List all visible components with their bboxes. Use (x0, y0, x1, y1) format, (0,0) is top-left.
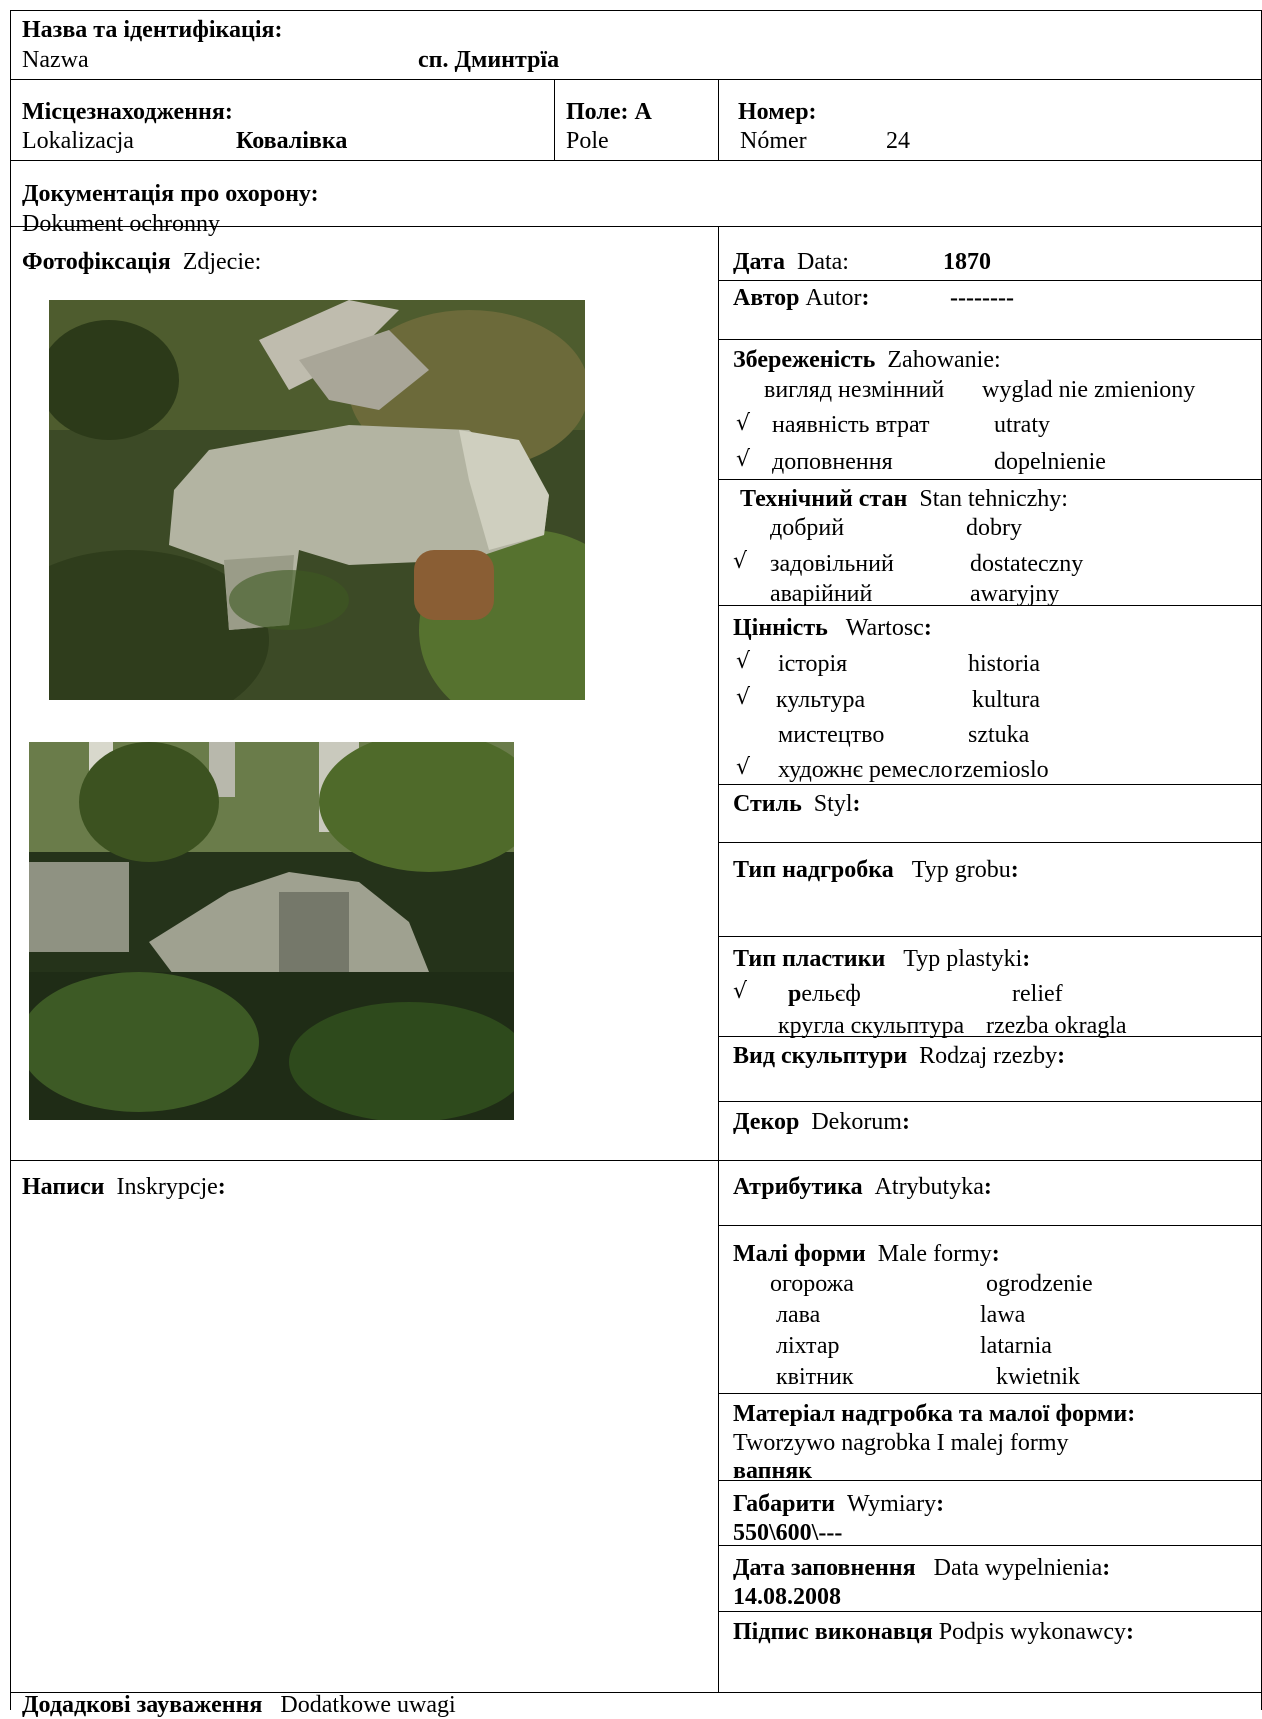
signature-heading: Підпис виконавця Podpis wykonawcy: (733, 1619, 1135, 1645)
condition-item-uk: задовільний (770, 551, 894, 577)
rule (718, 479, 1262, 480)
material-value: вапняк (733, 1458, 813, 1484)
value-item-pl: sztuka (968, 722, 1030, 748)
author-row: Автор Autor: (733, 285, 870, 311)
fill-date-value: 14.08.2008 (733, 1584, 841, 1610)
material-label: Tworzywo nagrobka I malej formy (733, 1430, 1069, 1456)
condition-item-uk: аварійний (770, 581, 873, 607)
rule (718, 79, 719, 160)
condition-heading: Технічний стан Stan tehniczhy: (740, 486, 1068, 512)
small-forms-heading: Малі форми Male formy: (733, 1241, 1000, 1267)
number-value: 24 (886, 128, 910, 154)
small-form-uk: ліхтар (776, 1333, 840, 1359)
rule (718, 784, 1262, 785)
location-label: Lokalizacja (22, 128, 134, 154)
value-item-pl: historia (968, 651, 1040, 677)
rule (718, 226, 719, 1692)
small-form-pl: ogrodzenie (986, 1271, 1093, 1297)
fill-date-heading: Дата заповнення Data wypelnienia: (733, 1555, 1111, 1581)
small-form-uk: квітник (776, 1364, 854, 1390)
rule (10, 79, 1262, 80)
preservation-item-pl: dopelnienie (994, 449, 1106, 475)
rule (718, 1611, 1262, 1612)
field-label: Pole (566, 128, 609, 154)
attributes-heading: Атрибутика Atrybutyka: (733, 1174, 992, 1200)
plastic-item-pl: rzezba okragla (986, 1013, 1127, 1039)
condition-item-uk: добрий (770, 515, 845, 541)
preservation-item-pl: utraty (994, 412, 1050, 438)
sculpture-kind-heading: Вид скульптури Rodzaj rzezby: (733, 1043, 1066, 1069)
preservation-item-pl: wyglad nie zmieniony (982, 377, 1196, 403)
value-item-pl: kultura (972, 687, 1040, 713)
condition-item-pl: awaryjny (970, 581, 1060, 607)
photo-fallen-cross (49, 300, 585, 700)
number-heading: Номер: (738, 99, 817, 125)
plastic-type-heading: Тип пластики Typ plastyki: (733, 946, 1031, 972)
rule (10, 160, 1262, 161)
dimensions-value: 550\600\--- (733, 1520, 843, 1546)
value-item-uk: художнє ремесло (778, 757, 953, 783)
rule (10, 1160, 1262, 1161)
inscriptions-heading: Написи Inskrypcje: (22, 1174, 226, 1200)
condition-item-pl: dobry (966, 515, 1022, 541)
small-form-uk: огорожа (770, 1271, 854, 1297)
rule (718, 280, 1262, 281)
material-heading: Матеріал надгробка та малої форми: (733, 1401, 1136, 1427)
identification-name: сп. Дминтрїа (418, 47, 560, 73)
author-value: -------- (950, 285, 1014, 311)
preservation-item-uk: доповнення (772, 449, 893, 475)
tomb-type-heading: Тип надгробка Typ grobu: (733, 857, 1019, 883)
plastic-item-uk: кругла скульптура (778, 1013, 965, 1039)
plastic-item-uk: рельєф (788, 981, 861, 1007)
preservation-item-uk: наявність втрат (772, 412, 930, 438)
identification-label: Nazwa (22, 47, 89, 73)
small-form-pl: kwietnik (996, 1364, 1080, 1390)
decor-heading: Декор Dekorum: (733, 1109, 910, 1135)
number-label: Nómer (740, 128, 807, 154)
value-item-pl: rzemioslo (954, 757, 1049, 783)
date-row: Дата Data: (733, 249, 849, 275)
rule (718, 339, 1262, 340)
checkmark-icon: √ (736, 411, 751, 436)
rule (718, 936, 1262, 937)
checkmark-icon: √ (733, 979, 748, 1004)
rule (718, 842, 1262, 843)
checkmark-icon: √ (733, 549, 748, 574)
small-form-pl: lawa (980, 1302, 1026, 1328)
checkmark-icon: √ (736, 755, 751, 780)
field-heading: Поле: А (566, 99, 652, 125)
photo-grave-overview (29, 742, 514, 1120)
value-item-uk: мистецтво (778, 722, 885, 748)
remarks-heading: Додадкові зауваження Dodatkowe uwagi (22, 1692, 456, 1718)
location-heading: Місцезнаходження: (22, 99, 233, 125)
protection-heading: Документація про охорону: (22, 181, 319, 207)
photos-heading: Фотофіксація Zdjecie: (22, 249, 262, 275)
rule (718, 1225, 1262, 1226)
rule (554, 79, 555, 160)
preservation-heading: Збереженість Zahowanie: (733, 347, 1001, 373)
value-item-uk: культура (776, 687, 866, 713)
protection-label: Dokument ochronny (22, 211, 220, 237)
rule (718, 1101, 1262, 1102)
value-item-uk: історія (778, 651, 848, 677)
preservation-item-uk: вигляд незмінний (764, 377, 945, 403)
condition-item-pl: dostateczny (970, 551, 1084, 577)
small-form-uk: лава (776, 1302, 821, 1328)
style-heading: Стиль Styl: (733, 791, 861, 817)
dimensions-heading: Габарити Wymiary: (733, 1491, 945, 1517)
checkmark-icon: √ (736, 447, 751, 472)
identification-heading: Назва та ідентифікація: (22, 17, 283, 43)
checkmark-icon: √ (736, 649, 751, 674)
plastic-item-pl: relief (1012, 981, 1063, 1007)
location-value: Ковалівка (236, 128, 348, 154)
date-value: 1870 (943, 249, 991, 275)
rule (718, 1393, 1262, 1394)
value-heading: Цінність Wartosc: (733, 615, 932, 641)
checkmark-icon: √ (736, 685, 751, 710)
small-form-pl: latarnia (980, 1333, 1052, 1359)
